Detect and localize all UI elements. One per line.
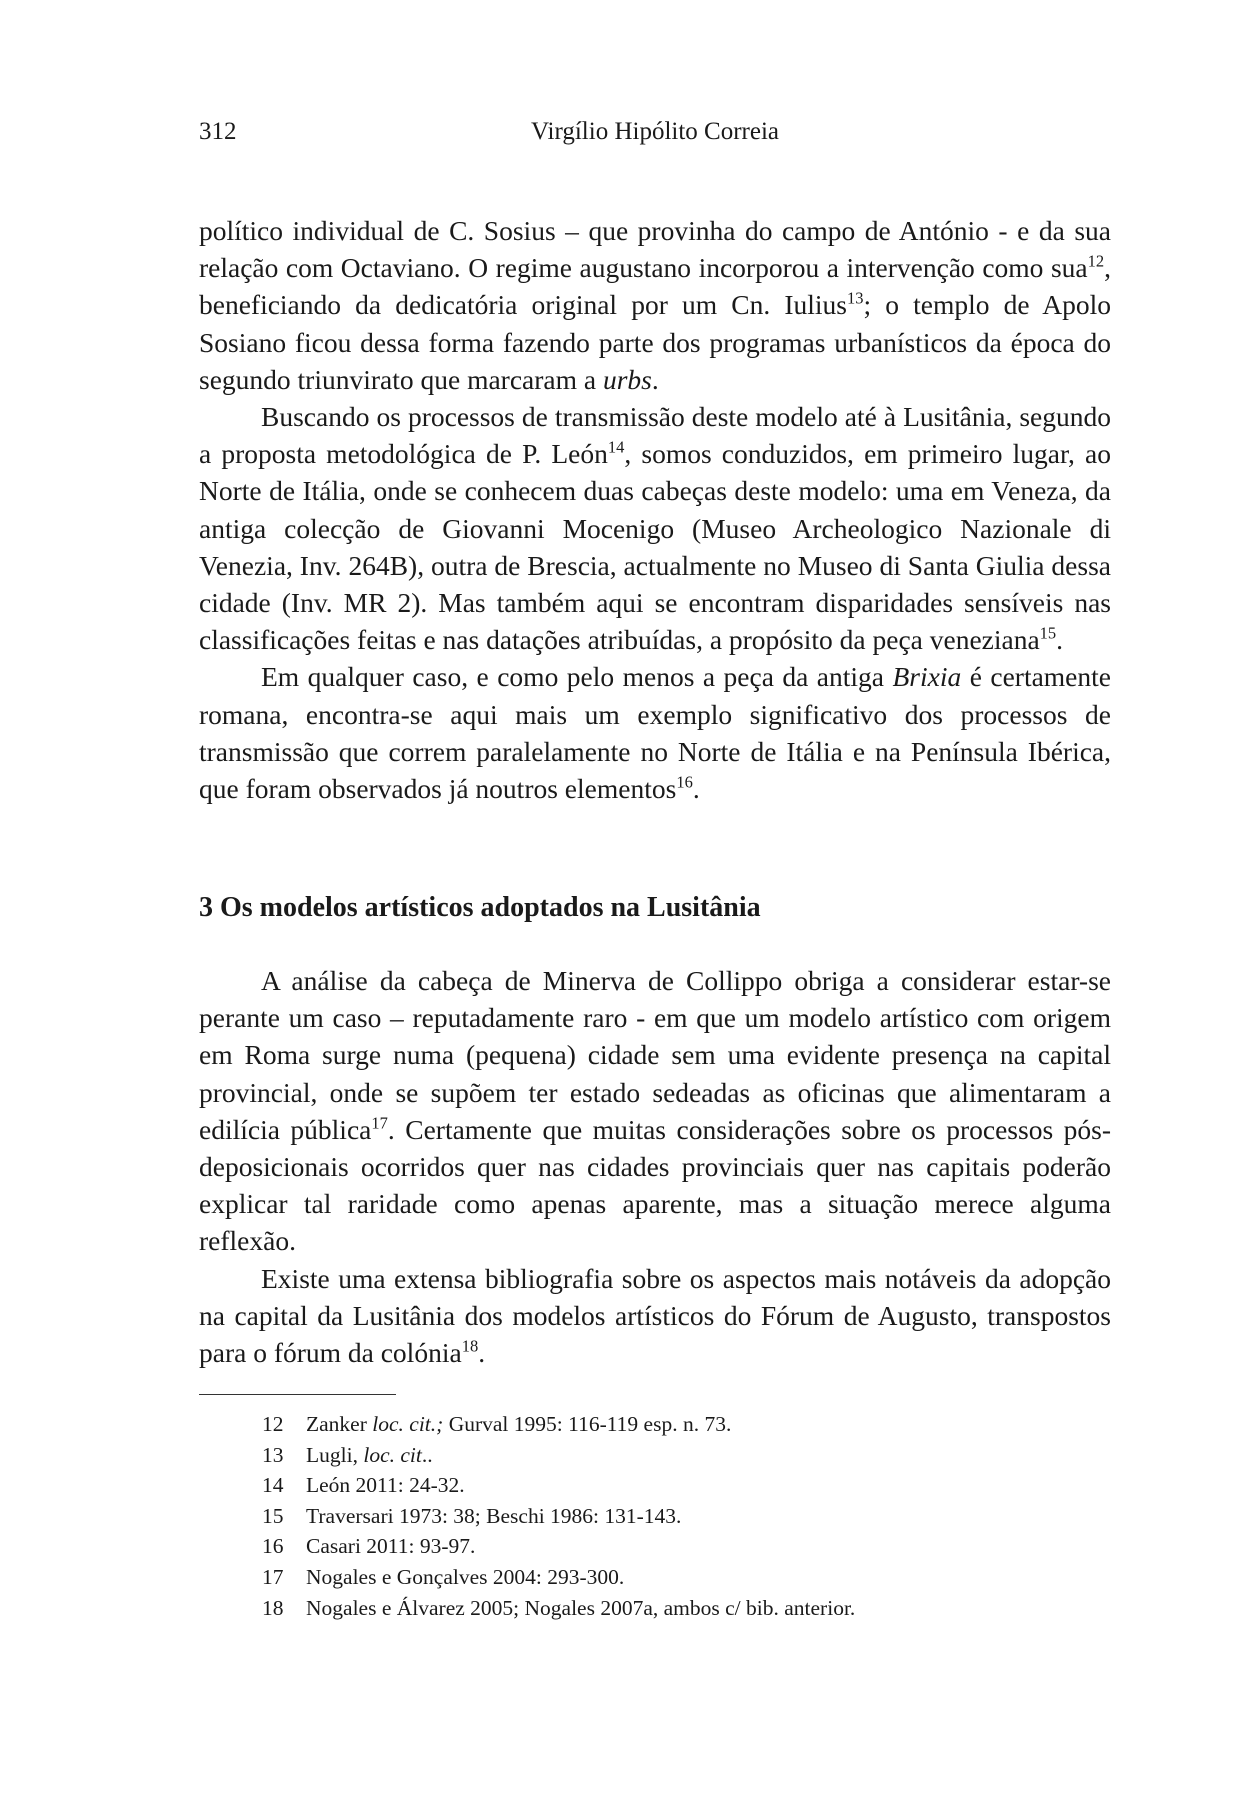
footnote-number: 18 [262, 1595, 284, 1620]
footnote-ref[interactable]: 15 [1039, 623, 1057, 643]
footnote-number: 13 [262, 1442, 284, 1467]
footnote-ref[interactable]: 18 [461, 1336, 479, 1356]
section-heading: 3 Os modelos artísticos adoptados na Lusitânia [199, 892, 761, 923]
footnotes-list [262, 1409, 855, 1623]
footnote: 17 Nogales e Gonçalves 2004: 293-300. [262, 1562, 855, 1593]
footnote-number: 15 [262, 1503, 284, 1528]
paragraph: Buscando os processos de transmissão deste modelo até à Lusitânia, segundo a proposta metodológica de P. León$^{14}$, somos conduzidos, em primeiro lugar, ao Norte de Itália, onde se conhecem duas cabeças deste modelo: uma em Veneza, da antiga colecção de Giovanni Mocenigo (Museo Archeologico Nazionale di Venezia, Inv. 264B), outra de Brescia, actualmente no Museo di Santa Giulia dessa cidade (Inv. MR 2). Mas também aqui se encontram disparidades sensíveis nas classificações feitas e nas datações atribuídas, a propósito da peça veneziana$^{15}$. [199, 401, 1111, 656]
body-text-section-1 [199, 212, 1111, 807]
footnote-ref[interactable]: 17 [371, 1113, 388, 1133]
page-number: 312 [199, 118, 237, 145]
paragraph: Existe uma extensa bibliografia sobre os aspectos mais notáveis da adopção na capital da Lusitânia dos modelos artísticos do Fórum de Augusto, transpostos para o fórum da colónia$^{18}$. [199, 1262, 1111, 1369]
running-title: Virgílio Hipólito Correia [530, 118, 779, 145]
footnote-number: 12 [262, 1412, 284, 1436]
footnote-ref[interactable]: 16 [676, 772, 693, 792]
footnote: 16 Casari 2011: 93-97. [262, 1531, 855, 1562]
footnote-divider [199, 1394, 396, 1395]
paragraph: A análise da cabeça de Minerva de Collippo obriga a considerar estar-se perante um caso – reputadamente raro - em que um modelo artístico com origem em Roma surge numa (pequena) cidade sem uma evidente presença na capital provincial, onde se supõem ter estado sedeadas as oficinas que alimentaram a edilícia pública$^{17}$. Certamente que muitas considerações sobre os processos pós-deposicionais ocorridos quer nas cidades provinciais quer nas capitais poderão explicar tal raridade como apenas aparente, mas a situação merece alguma reflexão. [199, 965, 1112, 1257]
footnote: 18 Nogales e Álvarez 2005; Nogales 2007a, ambos c/ bib. anterior. [262, 1593, 855, 1624]
body-text-section-2 [199, 962, 1111, 1371]
paragraph: Em qualquer caso, e como pelo menos a peça da antiga Brixia é certamente romana, encontra-se aqui mais um exemplo significativo dos processos de transmissão que correm paralelamente no Norte de Itália e na Península Ibérica, que foram observados já noutros elementos$^{16}$. [199, 661, 1111, 805]
footnote: 13 Lugli, loc. cit.. [262, 1440, 855, 1471]
footnote: 12 Zanker loc. cit.; Gurval 1995: 116-119 esp. n. 73. [262, 1409, 855, 1440]
footnote-number: 14 [262, 1473, 284, 1498]
footnote: 14 León 2011: 24-32. [262, 1470, 855, 1501]
footnote-ref[interactable]: 14 [607, 437, 625, 457]
footnote-number: 17 [262, 1564, 284, 1589]
page-header [199, 118, 1111, 152]
footnote-ref[interactable]: 13 [847, 288, 864, 308]
footnote-ref[interactable]: 12 [1087, 251, 1105, 271]
footnote: 15 Traversari 1973: 38; Beschi 1986: 131-143. [262, 1501, 855, 1532]
paragraph: político individual de C. Sosius – que provinha do campo de António - e da sua relação com Octaviano. O regime augustano incorporou a intervenção como sua$^{12}$, beneficiando da dedicatória original por um Cn. Iulius$^{13}$; o templo de Apolo Sosiano ficou dessa forma fazendo parte dos programas urbanísticos da época do segundo triunvirato que marcaram a urbs. [199, 215, 1111, 395]
footnote-number: 16 [262, 1534, 284, 1559]
